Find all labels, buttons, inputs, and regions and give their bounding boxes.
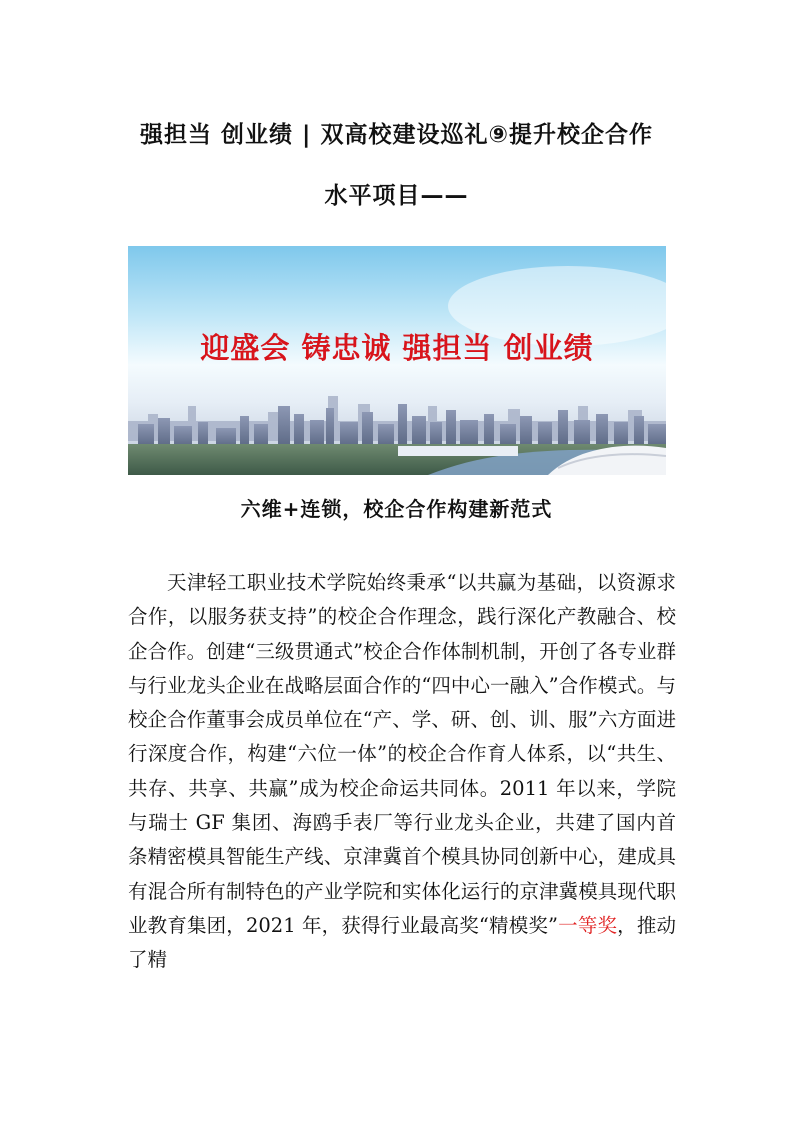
section-subtitle: 六维+连锁，校企合作构建新范式 <box>240 497 553 521</box>
article-paragraph <box>128 566 676 978</box>
banner-slogan: 迎盛会 铸忠诚 强担当 创业绩 <box>200 331 594 365</box>
highlight-text: 一等奖 <box>558 913 618 937</box>
paragraph-text: 天津轻工职业技术学院始终秉承“以共赢为基础，以资源求合作，以服务获支持”的校企合作理念，践行深化产教融合、校企合作。创建“三级贯通式”校企合作体制机制，开创了各专业群与行业龙头企业在战略层面合作的“四中心一融入”合作模式。与校企合作董事会成员单位在“产、学、研、创、训、服”六方面进行深度合作，构建“六位一体”的校企合作育人体系，以“共生、共存、共享、共赢”成为校企命运共同体。2011 年以来，学院与瑞士 GF 集团、海鸥手表厂等行业龙头企业，共建了国内首条精密模具智能生产线、京津冀首个模具协同创新中心，建成具有混合所有制特色的产业学院和实体化运行的京津冀模具现代职业教育集团，2021 年，获得行业最高奖“精模奖” <box>128 571 676 937</box>
paragraph-text-end: ，推动了精 <box>128 913 676 972</box>
article-title-line-2: 水平项目—— <box>324 183 469 209</box>
banner-image <box>128 246 666 475</box>
article-title-line-1: 强担当 创业绩 | 双高校建设巡礼⑨提升校企合作 <box>140 122 653 148</box>
